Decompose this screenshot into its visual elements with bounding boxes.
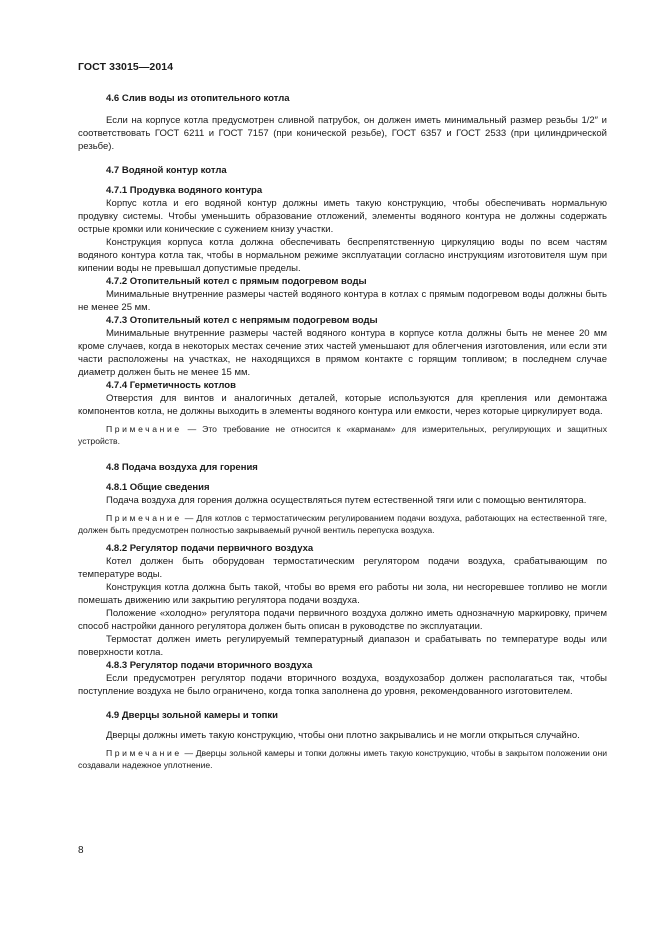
- heading-4-8-1: 4.8.1 Общие сведения: [106, 482, 210, 493]
- paragraph-4-7-1-a: Корпус котла и его водяной контур должны иметь такую конструкцию, чтобы обеспечивать нормальную продувку системы. Чтобы уменьшить образование отложений, элементы водяного контура не должны содержать острые кромки или конические с сужением книзу участки.: [78, 198, 607, 235]
- paragraph-4-8-2-d: Термостат должен иметь регулируемый температурный диапазон и срабатывать по температуре воды или поверхности котла.: [78, 634, 607, 658]
- heading-4-7-3: 4.7.3 Отопительный котел с непрямым подогревом воды: [106, 315, 378, 326]
- heading-4-6: 4.6 Слив воды из отопительного котла: [106, 93, 290, 104]
- paragraph-4-8-2-c: Положение «холодно» регулятора подачи первичного воздуха должно иметь однозначную маркировку, причем способ настройки данного регулятора должен быть описан в руководстве по эксплуатации.: [78, 608, 607, 632]
- paragraph-4-8-2-a: Котел должен быть оборудован термостатическим регулятором подачи воздуха, срабатывающим по температуре воды.: [78, 556, 607, 580]
- paragraph-4-8-3: Если предусмотрен регулятор подачи вторичного воздуха, воздухозабор должен располагаться так, чтобы поступление воздуха не было ограничено, когда топка заполнена до уровня, рекомендованного изготовителем.: [78, 673, 607, 697]
- paragraph-4-6: Если на корпусе котла предусмотрен сливной патрубок, он должен иметь минимальный размер резьбы 1/2″ и соответствовать ГОСТ 6211 и ГОСТ 7157 (при конической резьбе), ГОСТ 6357 и ГОСТ 2533 (при цилиндрической резьбе).: [78, 115, 607, 152]
- paragraph-4-9: Дверцы должны иметь такую конструкцию, чтобы они плотно закрывались и не могли открыться случайно.: [106, 730, 580, 741]
- heading-4-7-4: 4.7.4 Герметичность котлов: [106, 380, 236, 391]
- paragraph-4-7-2: Минимальные внутренние размеры частей водяного контура в котлах с прямым подогревом воды должны быть не менее 25 мм.: [78, 289, 607, 313]
- note-text: — Это требование не относится к «карманам» для измерительных, регулирующих и защитных устройств.: [78, 424, 607, 446]
- heading-4-7-1: 4.7.1 Продувка водяного контура: [106, 185, 263, 196]
- page-number: 8: [78, 845, 84, 856]
- note-text: — Дверцы зольной камеры и топки должны иметь такую конструкцию, чтобы в закрытом положении они создавали надежное уплотнение.: [78, 748, 607, 770]
- note-label: Примечание: [106, 424, 182, 434]
- paragraph-4-8-2-b: Конструкция котла должна быть такой, чтобы во время его работы ни зола, ни несгоревшее топливо не могли помешать движению или закрытию регулятора подачи воздуха.: [78, 582, 607, 606]
- paragraph-4-7-3: Минимальные внутренние размеры частей водяного контура в корпусе котла должны быть не менее 20 мм кроме случаев, когда в некоторых местах сечение этих частей уменьшают для облегчения изготовления, или если эти части расположены на участках, не находящихся в прямом контакте с горящим топливом; в последнем случае диаметр должен быть не менее 15 мм.: [78, 328, 607, 378]
- page-body: [78, 92, 607, 771]
- note-label: Примечание: [106, 513, 182, 523]
- paragraph-4-8-1: Подача воздуха для горения должна осуществляться путем естественной тяги или с помощью вентилятора.: [106, 495, 587, 506]
- heading-4-8: 4.8 Подача воздуха для горения: [106, 462, 258, 473]
- note-4-9: [78, 748, 607, 771]
- document-id: ГОСТ 33015—2014: [78, 61, 174, 73]
- note-4-7-4: [78, 424, 607, 447]
- note-text: — Для котлов с термостатическим регулированием подачи воздуха, работающих на естественной тяге, должен быть предусмотрен полностью закрываемый ручной вентиль перепуска воздуха.: [78, 513, 607, 535]
- note-label: Примечание: [106, 748, 182, 758]
- heading-4-8-3: 4.8.3 Регулятор подачи вторичного воздуха: [106, 660, 313, 671]
- heading-4-8-2: 4.8.2 Регулятор подачи первичного воздуха: [106, 543, 314, 554]
- heading-4-7-2: 4.7.2 Отопительный котел с прямым подогревом воды: [106, 276, 367, 287]
- heading-4-9: 4.9 Дверцы зольной камеры и топки: [106, 710, 279, 721]
- paragraph-4-7-4: Отверстия для винтов и аналогичных деталей, которые используются для крепления или демонтажа компонентов котла, не должны выходить в элементы водяного контура или емкости, через которые циркулирует вода.: [78, 393, 607, 417]
- paragraph-4-7-1-b: Конструкция корпуса котла должна обеспечивать беспрепятственную циркуляцию воды по всем частям водяного контура котла так, чтобы в нормальном режиме эксплуатации согласно инструкциям изготовителя шум при кипении воды не превышал допустимые пределы.: [78, 237, 607, 274]
- note-4-8-1: [78, 513, 607, 536]
- heading-4-7: 4.7 Водяной контур котла: [106, 165, 227, 176]
